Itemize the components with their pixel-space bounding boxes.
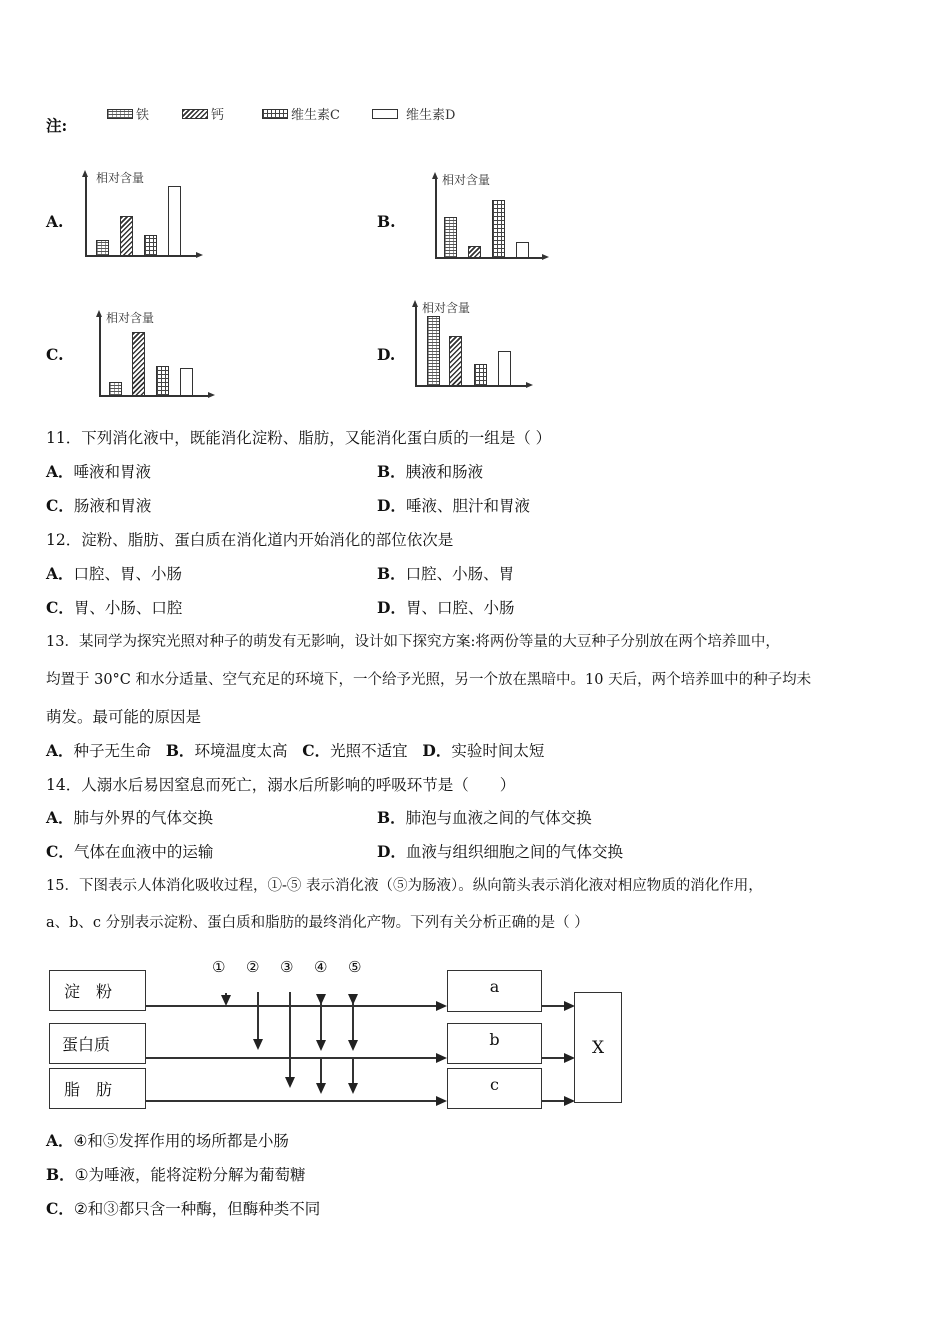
x-axis-arrow-icon <box>196 252 203 258</box>
input-box-fat: 脂 肪 <box>49 1068 146 1109</box>
arrow-down-icon <box>285 1077 295 1088</box>
option-label: C． <box>46 842 74 861</box>
legend-item-vitamin-d <box>372 104 455 123</box>
q11-option-a[interactable] <box>46 462 151 482</box>
option-text: 肺与外界的气体交换 <box>73 809 214 827</box>
question-11-stem: 11．下列消化液中，既能消化淀粉、脂肪，又能消化蛋白质的一组是（ ） <box>46 429 552 447</box>
arrow-down-icon <box>316 1083 326 1094</box>
bar-vitamin-c <box>156 366 169 396</box>
juice-2-line <box>257 992 259 1040</box>
product-box-b: b <box>447 1023 542 1064</box>
option-label: D． <box>377 842 406 861</box>
juice-label-4: ④ <box>314 958 328 976</box>
y-axis-label: 相对含量 <box>442 173 491 187</box>
vitamin-d-pattern-swatch <box>372 109 398 119</box>
option-label: A． <box>46 741 74 760</box>
bar-vitamin-d <box>168 186 181 256</box>
option-text: 口腔、小肠、胃 <box>405 565 515 583</box>
bar-vitamin-c <box>492 200 505 258</box>
option-text: 唾液、胆汁和胃液 <box>405 497 530 515</box>
option-label: C． <box>302 741 331 760</box>
option-text: 肺泡与血液之间的气体交换 <box>405 809 592 827</box>
question-14-stem: 14．人溺水后易因窒息而死亡，溺水后所影响的呼吸环节是（ ） <box>46 776 516 794</box>
question-12-stem: 12．淀粉、脂肪、蛋白质在消化道内开始消化的部位依次是 <box>46 531 454 549</box>
q12-option-a[interactable] <box>46 564 182 584</box>
input-box-starch: 淀 粉 <box>49 970 146 1011</box>
bar-calcium <box>120 216 133 256</box>
option-label: D． <box>422 741 452 760</box>
q12-option-d[interactable] <box>377 598 514 618</box>
juice-label-2: ② <box>246 958 260 976</box>
c-to-x-line <box>542 1100 564 1102</box>
option-label: B． <box>46 1165 75 1184</box>
option-label: D． <box>377 496 406 515</box>
x-axis-arrow-icon <box>526 382 533 388</box>
q14-option-c[interactable] <box>46 842 213 862</box>
option-label: A． <box>46 808 74 827</box>
y-axis-label: 相对含量 <box>422 301 471 315</box>
juice-3-line <box>289 992 291 1078</box>
arrow-down-icon <box>253 1039 263 1050</box>
option-text: ①为唾液，能将淀粉分解为葡萄糖 <box>74 1166 306 1184</box>
input-box-protein: 蛋白质 <box>49 1023 146 1064</box>
option-text: 种子无生命 <box>73 742 152 760</box>
option-label: D． <box>377 598 406 617</box>
question-15-stem-line-1: 15．下图表示人体消化吸收过程，①-⑤ 表示消化液（⑤为肠液）。纵向箭头表示消化液对相应物质的消化作用， <box>46 878 763 894</box>
starch-flow-line <box>146 1005 436 1007</box>
fat-flow-line <box>146 1100 436 1102</box>
x-axis-arrow-icon <box>208 392 215 398</box>
juice-label-3: ③ <box>280 958 294 976</box>
q13-option-a[interactable] <box>46 742 151 760</box>
legend-label: 维生素C <box>291 108 340 123</box>
option-text: 实验时间太短 <box>451 742 545 760</box>
q14-option-a[interactable] <box>46 808 213 828</box>
option-label: B． <box>165 741 195 760</box>
legend-item-vitamin-c <box>262 104 340 123</box>
q15-option-a[interactable] <box>46 1131 289 1151</box>
option-label: C． <box>46 598 74 617</box>
q12-option-c[interactable] <box>46 598 182 618</box>
option-text: 环境温度太高 <box>194 742 288 760</box>
q13-options-row <box>46 741 544 761</box>
bar-vitamin-d <box>498 351 511 386</box>
chart-option-c-label[interactable]: C. <box>46 345 64 364</box>
x-axis-arrow-icon <box>542 254 549 260</box>
option-text: 气体在血液中的运输 <box>73 843 214 861</box>
q13-option-b[interactable] <box>166 742 288 760</box>
q15-option-c[interactable] <box>46 1199 320 1219</box>
option-text: 胰液和肠液 <box>405 463 484 481</box>
arrow-right-icon <box>436 1001 447 1011</box>
option-label: B． <box>377 564 406 583</box>
q14-option-b[interactable] <box>377 808 592 828</box>
bar-chart-c <box>98 308 228 403</box>
a-to-x-line <box>542 1005 564 1007</box>
bar-vitamin-c <box>144 235 157 256</box>
arrow-down-icon <box>221 995 231 1006</box>
option-label: A． <box>46 462 74 481</box>
juice-5-line-upper <box>352 1003 354 1041</box>
y-axis-label: 相对含量 <box>106 311 155 325</box>
juice-4-line-lower <box>320 1057 322 1084</box>
arrow-right-icon <box>436 1053 447 1063</box>
option-text: 唾液和胃液 <box>73 463 152 481</box>
bar-vitamin-d <box>516 242 529 258</box>
q14-option-d[interactable] <box>377 842 623 862</box>
q11-option-d[interactable] <box>377 496 530 516</box>
chart-option-b-label[interactable]: B. <box>377 212 396 231</box>
option-label: C． <box>46 496 74 515</box>
option-text: 肠液和胃液 <box>73 497 152 515</box>
option-text: 胃、口腔、小肠 <box>405 599 515 617</box>
q13-option-d[interactable] <box>422 742 544 760</box>
option-label: A． <box>46 1131 74 1150</box>
question-15-stem-line-2: a、b、c 分别表示淀粉、蛋白质和脂肪的最终消化产物。下列有关分析正确的是（ ） <box>46 915 589 931</box>
protein-flow-line <box>146 1057 436 1059</box>
legend-item-calcium <box>182 104 224 123</box>
bar-calcium <box>449 336 462 386</box>
bar-vitamin-d <box>180 368 193 396</box>
option-text: ④和⑤发挥作用的场所都是小肠 <box>73 1132 289 1150</box>
juice-label-1: ① <box>212 958 226 976</box>
option-text: 胃、小肠、口腔 <box>73 599 183 617</box>
legend-label: 钙 <box>211 108 225 123</box>
chart-option-a-label[interactable]: A. <box>46 212 64 231</box>
arrow-down-icon <box>348 1083 358 1094</box>
y-axis <box>435 178 437 258</box>
bar-calcium <box>132 332 145 396</box>
arrow-down-icon <box>348 1040 358 1051</box>
bar-iron <box>96 240 109 256</box>
q11-option-b[interactable] <box>377 462 483 482</box>
option-text: 光照不适宜 <box>330 742 408 760</box>
option-text: ②和③都只含一种酶，但酶种类不同 <box>73 1200 321 1218</box>
q15-option-b[interactable] <box>46 1165 306 1185</box>
option-label: C． <box>46 1199 74 1218</box>
y-axis <box>415 306 417 386</box>
bar-calcium <box>468 246 481 258</box>
juice-label-5: ⑤ <box>348 958 362 976</box>
bar-chart-a <box>84 168 214 263</box>
bar-vitamin-c <box>474 364 487 386</box>
option-text: 血液与组织细胞之间的气体交换 <box>405 843 623 861</box>
arrow-down-icon <box>316 1040 326 1051</box>
question-13-stem-line-1: 13．某同学为探究光照对种子的萌发有无影响，设计如下探究方案:将两份等量的大豆种子分别放在两个培养皿中， <box>46 634 780 650</box>
q11-option-c[interactable] <box>46 496 151 516</box>
legend-note-label: 注: <box>46 116 68 135</box>
bar-chart-b <box>434 170 564 265</box>
absorption-box-x: X <box>574 992 622 1103</box>
legend-label: 铁 <box>136 108 150 123</box>
q12-option-b[interactable] <box>377 564 514 584</box>
y-axis-label: 相对含量 <box>96 171 145 185</box>
legend-label: 维生素D <box>406 108 456 123</box>
vitamin-c-pattern-swatch <box>262 109 288 119</box>
q13-option-c[interactable] <box>302 742 407 760</box>
legend-item-iron <box>107 104 149 123</box>
iron-pattern-swatch <box>107 109 133 119</box>
juice-4-line-upper <box>320 1003 322 1041</box>
calcium-pattern-swatch <box>182 109 208 119</box>
option-label: B． <box>377 462 406 481</box>
bar-iron <box>444 217 457 258</box>
bar-iron <box>427 316 440 386</box>
bar-chart-d <box>414 298 544 393</box>
product-box-c: c <box>447 1068 542 1109</box>
y-axis <box>85 176 87 256</box>
product-box-a: a <box>447 970 542 1012</box>
y-axis <box>99 316 101 396</box>
question-13-stem-line-3: 萌发。最可能的原因是 <box>46 708 202 726</box>
b-to-x-line <box>542 1057 564 1059</box>
bar-iron <box>109 382 122 396</box>
juice-5-line-lower <box>352 1057 354 1084</box>
chart-option-d-label[interactable]: D. <box>377 345 396 364</box>
option-text: 口腔、胃、小肠 <box>73 565 183 583</box>
option-label: A． <box>46 564 74 583</box>
option-label: B． <box>377 808 406 827</box>
question-13-stem-line-2: 均置于 30°C 和水分适量、空气充足的环境下，一个给予光照，另一个放在黑暗中。10 天后，两个培养皿中的种子均未 <box>46 672 812 688</box>
arrow-right-icon <box>436 1096 447 1106</box>
